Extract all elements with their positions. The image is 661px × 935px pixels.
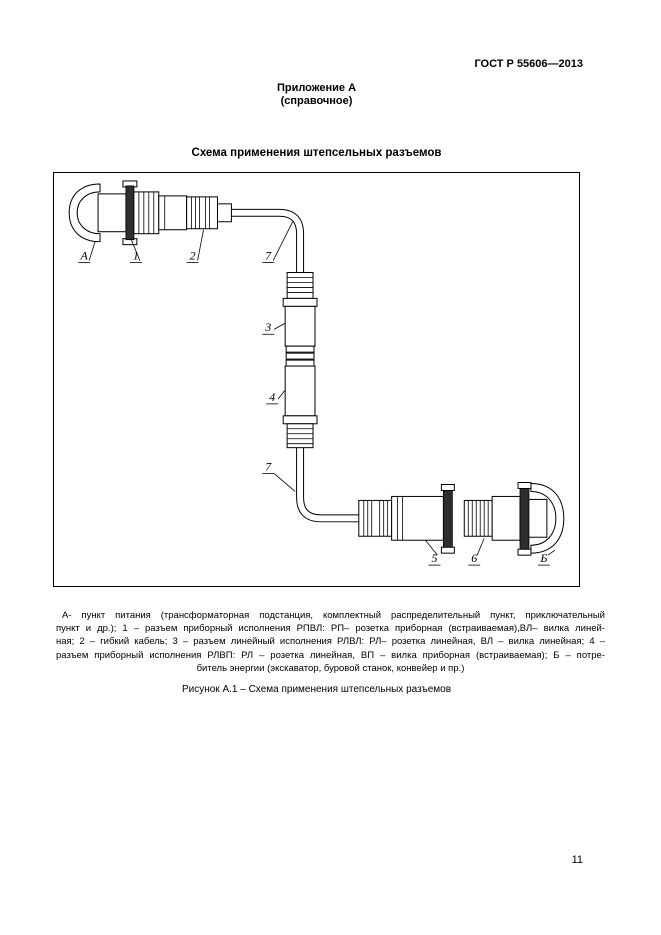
label-pos-5: 5: [431, 551, 438, 566]
coupling-nut-2: [187, 197, 232, 229]
flexible-cable-top: [231, 213, 300, 277]
flexible-cable-bottom: [300, 446, 361, 519]
label-power-point: А: [80, 248, 88, 263]
connector-6: [464, 496, 520, 540]
appendix-title: Приложение А: [276, 82, 357, 94]
page-number: 11: [571, 854, 583, 866]
power-point-symbol: [69, 181, 137, 245]
label-consumer: Б: [540, 551, 548, 566]
figure-caption: Рисунок А.1 – Схема применения штепсельных разъемов: [181, 684, 452, 695]
appendix-heading: [53, 82, 580, 108]
connector-scheme-drawing: [54, 173, 579, 586]
connector-5: [359, 484, 455, 553]
legend-line: А- пункт питания (трансформаторная подстанция, комплектный распределительный пункт, приключательный: [62, 610, 605, 621]
appendix-subtitle: (справочное): [280, 95, 353, 107]
label-pos-3: 3: [265, 320, 272, 335]
consumer-symbol: [518, 483, 564, 556]
label-pos-6: 6: [471, 551, 478, 566]
figure-title: Схема применения штепсельных разъемов: [191, 147, 442, 159]
figure-legend: [56, 609, 605, 675]
legend-line: разъем приборный исполнения РЛВП: РЛ – розетка линейная, ВП – вилка приборная (встраиваемая); Б – потре-: [56, 649, 605, 661]
standard-number: ГОСТ Р 55606—2013: [474, 58, 583, 70]
legend-line: битель энергии (экскаватор, буровой станок, конвейер и пр.): [196, 662, 465, 674]
legend-line: ная; 2 – гибкий кабель; 3 – разъем линейный исполнения РЛВЛ: РЛ– розетка линейная, ВЛ – вилка линейная; 4 –: [56, 636, 605, 648]
line-connector-3-4: [283, 273, 317, 448]
label-pos-1: 1: [132, 248, 139, 263]
diagram-frame: [53, 172, 580, 587]
label-pos-2: 2: [189, 248, 196, 263]
label-pos-4: 4: [269, 389, 276, 404]
label-pos-7-bottom: 7: [265, 459, 272, 474]
label-pos-7-top: 7: [265, 248, 272, 263]
legend-line: пункт и др.); 1 – разъем приборный исполнения РПВЛ: РП– розетка приборная (встраиваемая),ВЛ– вилка линей-: [56, 623, 605, 635]
instrument-connector-1: [134, 192, 187, 234]
